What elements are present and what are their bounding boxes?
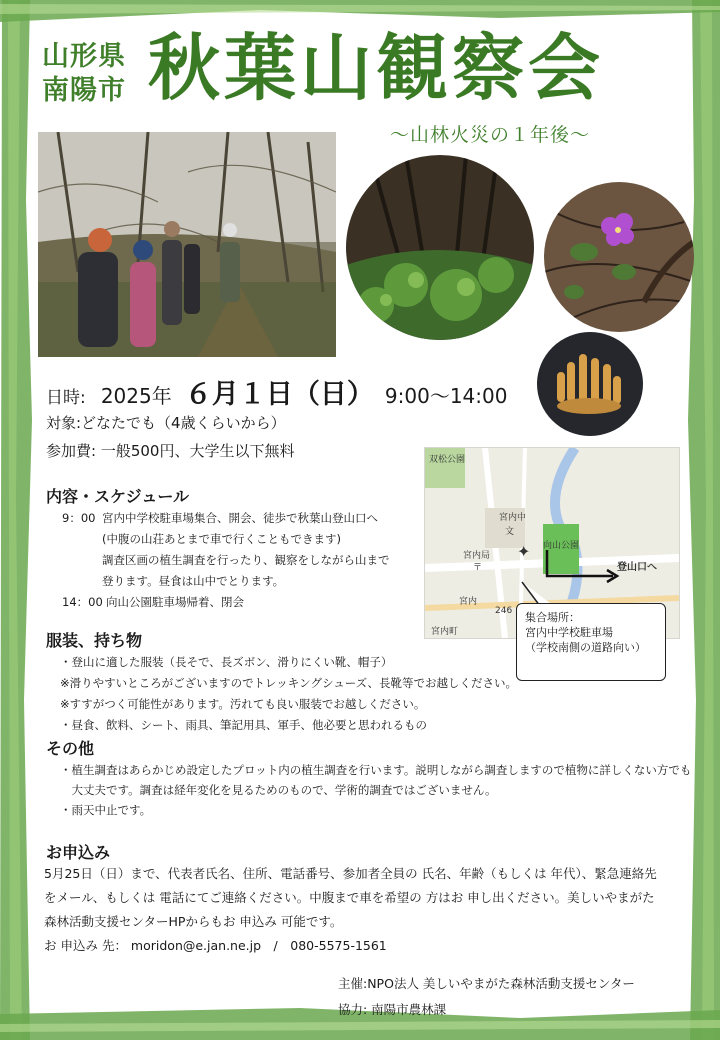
clothing-list [60,654,517,738]
meeting-title: 集合場所： [525,611,580,624]
apply-line: をメール、もしくは 電話にてご連絡ください。中腹まで車を希望の 方はお 申し出ください。美しいやまがた [44,890,655,905]
apply-line: 森林活動支援センターHPからもお 申込み 可能です。 [44,914,343,929]
list-item: ・雨天中止です。 [60,803,152,817]
meeting-place: 宮内中学校駐車場 [525,626,613,639]
apply-contact: お 申込み 先： moridon@e.jan.ne.jp / 080-5575-1561 [44,938,387,953]
list-item: ※すすがつく可能性があります。汚れても良い服装でお越しください。 [60,697,426,711]
page-title: 秋葉山観察会 [148,25,605,110]
map-label: 向山公園 [543,541,580,551]
trailhead-label: 登山口へ [617,562,657,573]
list-item: ・登山に適した服装（長そで、長ズボン、滑りにくい靴、帽子） [60,655,393,669]
schedule-item: (中腹の山荘あとまで車で行くこともできます) [102,532,341,546]
schedule-item: 14：00 向山公園駐車場帰着、閉会 [62,595,244,609]
apply-text [44,864,657,960]
apply-heading: お申込み [46,843,111,862]
map-label: 双松公園 [429,455,466,465]
violet-flower-photo [544,182,694,332]
meeting-place-callout [516,603,666,681]
other-list [60,762,691,822]
event-time: 9:00〜14:00 [384,384,508,408]
clothing-heading: 服装、持ち物 [46,631,143,650]
list-item: ※滑りやすいところがございますのでトレッキングシューズ、長靴等でお越しください。 [60,676,517,690]
schedule-heading: 内容・スケジュール [46,487,190,506]
frame-left [0,0,36,1040]
event-month-day: ６月１日（日） [184,379,374,410]
apply-line: 5月25日（日）まで、代表者氏名、住所、電話番号、参加者全員の 氏名、年齢（もしくは 年代）、緊急連絡先 [44,866,657,881]
organizer: 主催:NPO法人 美しいやまがた森林活動支援センター [338,976,635,991]
city: 南陽市 [42,75,126,106]
prefecture: 山形県 [42,41,126,72]
meeting-point-marker-icon: ✦ [517,542,531,561]
meeting-note: （学校南側の道路向い） [525,641,646,654]
burnt-forest-photo [346,155,534,340]
map-label: 文 [505,527,515,537]
frame-right [684,0,720,1040]
date-label: 日時: [46,388,86,408]
map-label: 宮内町 [431,627,459,637]
schedule-item: 9：00 宮内中学校駐車場集合、開会、徒歩で秋葉山登山口へ [62,511,378,525]
map-label: 246 [495,606,513,616]
fungus-photo [537,332,643,436]
schedule-list [62,510,390,615]
schedule-item: 登ります。昼食は山中でとります。 [102,574,285,588]
prefecture-city [42,40,126,108]
cooperation: 協力: 南陽市農林課 [338,1002,447,1017]
event-fee: 参加費: 一般500円、大学生以下無料 [46,442,295,460]
event-year: 2025年 [100,384,172,408]
list-item: ・植生調査はあらかじめ設定したプロット内の植生調査を行います。説明しながら調査しますので植物に詳しくない方でも [60,763,692,777]
event-target: 対象:どなたでも（4歳くらいから） [46,414,286,432]
map-label: 宮内局 [463,551,491,561]
page-subtitle: 〜山林火災の１年後〜 [390,124,591,146]
map-label: 宮内中 [499,513,527,523]
map-label: 宮内 [459,597,478,607]
schedule-item: 調査区画の植生調査を行ったり、観察をしながら山まで [102,553,390,567]
event-datetime [46,372,507,411]
map-label: 〒 [473,563,483,573]
list-item: 大丈夫です。調査は経年変化を見るためのもので、学術的調査ではございません。 [60,783,497,797]
other-heading: その他 [46,739,95,758]
list-item: ・昼食、飲料、シート、雨具、筆記用具、軍手、他必要と思われるもの [60,718,427,732]
hikers-photo [38,132,336,357]
